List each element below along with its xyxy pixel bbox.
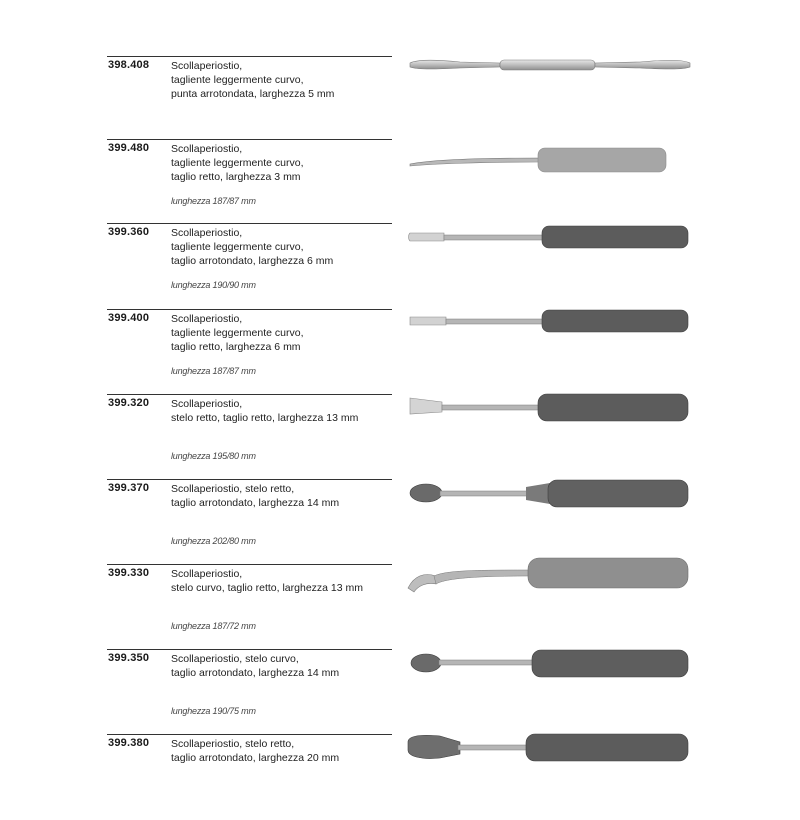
product-code: 399.480 [108, 142, 150, 154]
description-line: Scollaperiostio, stelo retto, [171, 738, 295, 750]
description-line: Scollaperiostio, [171, 398, 243, 410]
divider-rule [107, 479, 392, 480]
length-spec: lunghezza 202/80 mm [171, 536, 256, 546]
length-spec: lunghezza 195/80 mm [171, 451, 256, 461]
product-code: 399.350 [108, 652, 150, 664]
product-description [171, 482, 339, 510]
divider-rule [107, 309, 392, 310]
description-line: Scollaperiostio, [171, 60, 243, 72]
description-line: taglio retto, larghezza 3 mm [171, 171, 301, 183]
product-code: 398.408 [108, 59, 150, 71]
description-line: Scollaperiostio, stelo curvo, [171, 653, 299, 665]
description-line: Scollaperiostio, [171, 143, 243, 155]
product-entry [0, 56, 800, 142]
divider-rule [107, 56, 392, 57]
description-line: taglio arrotondato, larghezza 6 mm [171, 255, 334, 267]
length-spec: lunghezza 187/87 mm [171, 366, 256, 376]
description-line: stelo retto, taglio retto, larghezza 13 mm [171, 412, 359, 424]
instrument-image [400, 376, 700, 436]
divider-rule [107, 139, 392, 140]
divider-rule [107, 734, 392, 735]
description-line: stelo curvo, taglio retto, larghezza 13 mm [171, 582, 364, 594]
divider-rule [107, 394, 392, 395]
product-code: 399.320 [108, 397, 150, 409]
instrument-image [400, 138, 700, 198]
instrument-image [400, 38, 700, 98]
description-line: taglio arrotondato, larghezza 14 mm [171, 667, 340, 679]
length-spec: lunghezza 190/75 mm [171, 706, 256, 716]
product-code: 399.370 [108, 482, 150, 494]
description-line: Scollaperiostio, [171, 313, 243, 325]
length-spec: lunghezza 190/90 mm [171, 280, 256, 290]
product-code: 399.360 [108, 226, 150, 238]
description-line: tagliente leggermente curvo, [171, 74, 304, 86]
product-description [171, 59, 334, 101]
description-line: Scollaperiostio, [171, 568, 243, 580]
product-description [171, 397, 358, 425]
divider-rule [107, 223, 392, 224]
product-description [171, 737, 339, 765]
product-entry [0, 734, 800, 820]
instrument-image [400, 205, 700, 265]
instrument-image [400, 546, 700, 606]
length-spec: lunghezza 187/87 mm [171, 196, 256, 206]
product-description [171, 142, 304, 184]
product-description [171, 312, 304, 354]
description-line: taglio retto, larghezza 6 mm [171, 341, 301, 353]
product-description [171, 652, 339, 680]
length-spec: lunghezza 187/72 mm [171, 621, 256, 631]
instrument-image [400, 716, 700, 776]
description-line: Scollaperiostio, stelo retto, [171, 483, 295, 495]
description-line: tagliente leggermente curvo, [171, 327, 304, 339]
description-line: taglio arrotondato, larghezza 20 mm [171, 752, 340, 764]
instrument-image [400, 461, 700, 521]
instrument-image [400, 291, 700, 351]
product-description [171, 567, 363, 595]
divider-rule [107, 649, 392, 650]
description-line: tagliente leggermente curvo, [171, 241, 304, 253]
product-code: 399.380 [108, 737, 150, 749]
instrument-image [400, 631, 700, 691]
divider-rule [107, 564, 392, 565]
description-line: taglio arrotondato, larghezza 14 mm [171, 497, 340, 509]
description-line: Scollaperiostio, [171, 227, 243, 239]
description-line: tagliente leggermente curvo, [171, 157, 304, 169]
description-line: punta arrotondata, larghezza 5 mm [171, 88, 335, 100]
product-code: 399.400 [108, 312, 150, 324]
product-code: 399.330 [108, 567, 150, 579]
product-description [171, 226, 333, 268]
